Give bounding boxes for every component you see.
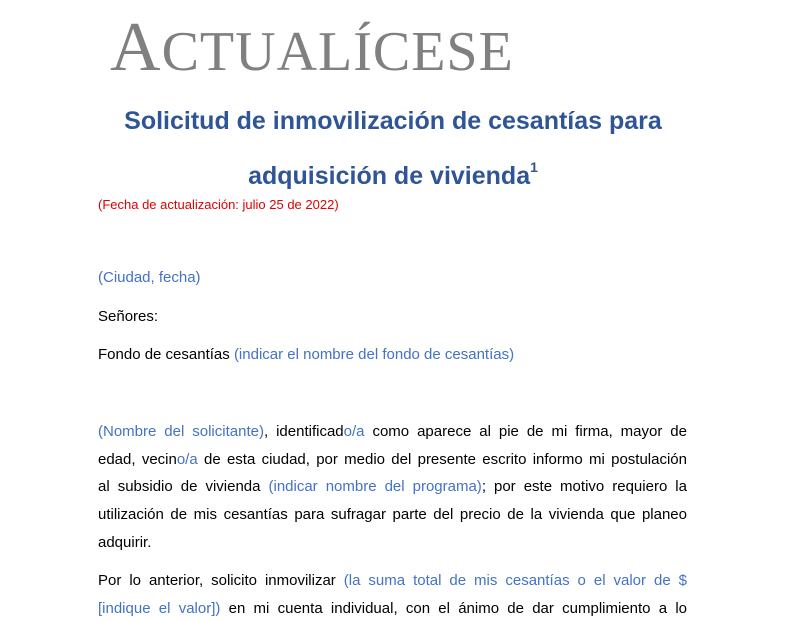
document-title-line2: adquisición de vivienda$^1$ bbox=[248, 159, 538, 190]
update-date: (Fecha de actualización: julio 25 de 2022) bbox=[98, 197, 339, 212]
program-name-placeholder: (indicar nombre del programa) bbox=[268, 478, 482, 496]
fund-line: Fondo de cesantías (indicar el nombre del fondo de cesantías) bbox=[98, 346, 515, 363]
amount-paragraph: Por lo anterior, solicito inmovilizar (la suma total de mis cesantías o el valor de $ [indique el valor]) en mi cuenta individual, con el ánimo de dar cumplimiento a lo bbox=[98, 572, 688, 617]
actualicese-logo: ACTUALÍCESE bbox=[110, 9, 514, 86]
request-paragraph: (Nombre del solicitante), identificado/a como aparece al pie de mi firma, mayor de edad, vecino/a de esta ciudad, por medio del presente escrito informo mi postulación al subsidio de vivienda (indicar nombre del programa); por este motivo requiero la utilización de mis cesantías para sufragar parte del precio de la vivienda que planeo adquirir. bbox=[98, 423, 687, 551]
footnote-marker: 1 bbox=[530, 159, 538, 175]
city-date-placeholder: (Ciudad, fecha) bbox=[98, 269, 201, 286]
fund-name-placeholder: (indicar el nombre del fondo de cesantías) bbox=[233, 346, 515, 363]
amount-placeholder: (la suma total de mis cesantías o el valor de $ bbox=[343, 572, 687, 589]
document-title-line1: Solicitud de inmovilización de cesantías para bbox=[124, 107, 662, 135]
applicant-name-placeholder: (Nombre del solicitante) bbox=[98, 423, 264, 440]
salutation: Señores: bbox=[98, 308, 159, 325]
